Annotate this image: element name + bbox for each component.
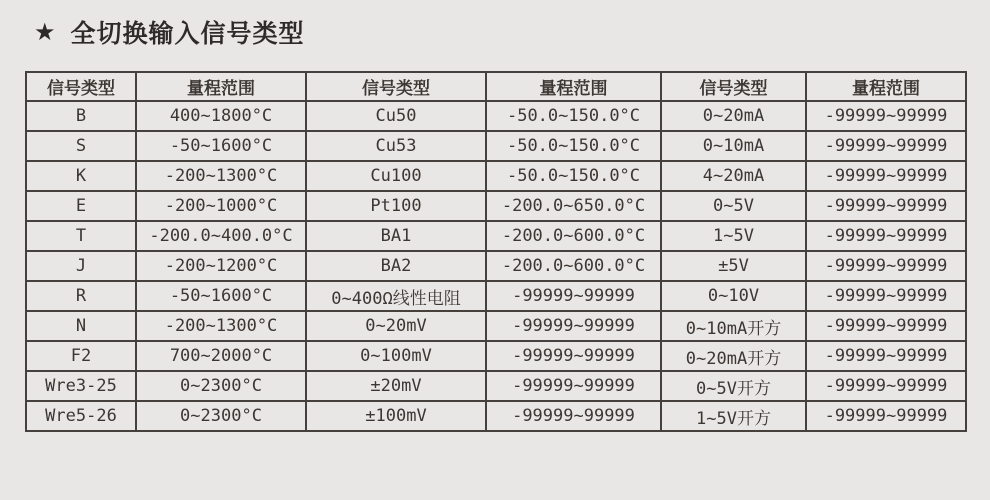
signal-type-cell: Cu100 — [306, 161, 486, 191]
signal-type-cell: N — [26, 311, 136, 341]
signal-type-cell: 4~20mA — [661, 161, 806, 191]
table-row — [26, 281, 966, 311]
range-cell: -200.0~600.0°C — [486, 221, 661, 251]
range-cell: -200~1000°C — [136, 191, 306, 221]
table-row — [26, 221, 966, 251]
signal-type-cell: 0~5V开方 — [661, 371, 806, 401]
range-cell: -200~1200°C — [136, 251, 306, 281]
signal-type-cell: ±5V — [661, 251, 806, 281]
signal-type-cell: 0~100mV — [306, 341, 486, 371]
signal-type-cell: 0~10mA开方 — [661, 311, 806, 341]
range-cell: -99999~99999 — [486, 311, 661, 341]
range-cell: -99999~99999 — [806, 191, 966, 221]
signal-type-cell: 1~5V — [661, 221, 806, 251]
table-row — [26, 311, 966, 341]
range-cell: 0~2300°C — [136, 401, 306, 431]
page-title — [34, 14, 305, 50]
range-cell: -99999~99999 — [486, 341, 661, 371]
range-cell: -50.0~150.0°C — [486, 131, 661, 161]
range-cell: 400~1800°C — [136, 101, 306, 131]
range-cell: -50.0~150.0°C — [486, 101, 661, 131]
range-header: 量程范围 — [136, 72, 306, 101]
signal-type-cell: Wre5-26 — [26, 401, 136, 431]
page-title-text: 全切换输入信号类型 — [70, 19, 305, 48]
range-cell: -99999~99999 — [486, 401, 661, 431]
header-row — [26, 72, 966, 101]
signal-type-table — [25, 71, 967, 432]
range-cell: 0~2300°C — [136, 371, 306, 401]
range-cell: -99999~99999 — [806, 341, 966, 371]
range-cell: -200.0~600.0°C — [486, 251, 661, 281]
range-cell: -99999~99999 — [486, 371, 661, 401]
signal-type-cell: Cu53 — [306, 131, 486, 161]
table-row — [26, 101, 966, 131]
range-cell: -99999~99999 — [806, 281, 966, 311]
range-cell: -99999~99999 — [806, 161, 966, 191]
table-row — [26, 131, 966, 161]
table-row — [26, 401, 966, 431]
range-cell: -50.0~150.0°C — [486, 161, 661, 191]
signal-type-cell: 0~20mA开方 — [661, 341, 806, 371]
range-cell: -50~1600°C — [136, 281, 306, 311]
signal-type-cell: Cu50 — [306, 101, 486, 131]
signal-type-cell: 0~20mA — [661, 101, 806, 131]
range-cell: -99999~99999 — [806, 131, 966, 161]
range-cell: -99999~99999 — [806, 251, 966, 281]
range-cell: -99999~99999 — [486, 281, 661, 311]
range-header: 量程范围 — [806, 72, 966, 101]
signal-type-cell: T — [26, 221, 136, 251]
range-cell: -200~1300°C — [136, 161, 306, 191]
signal-type-cell: ±100mV — [306, 401, 486, 431]
signal-type-cell: R — [26, 281, 136, 311]
table-row — [26, 341, 966, 371]
signal-type-cell: 0~5V — [661, 191, 806, 221]
range-cell: -99999~99999 — [806, 311, 966, 341]
signal-type-cell: S — [26, 131, 136, 161]
signal-type-cell: Pt100 — [306, 191, 486, 221]
range-cell: -200~1300°C — [136, 311, 306, 341]
range-cell: -99999~99999 — [806, 221, 966, 251]
range-cell: -200.0~650.0°C — [486, 191, 661, 221]
range-header: 量程范围 — [486, 72, 661, 101]
range-cell: -99999~99999 — [806, 101, 966, 131]
range-cell: -99999~99999 — [806, 401, 966, 431]
signal-type-header: 信号类型 — [26, 72, 136, 101]
signal-type-cell: 0~400Ω线性电阻 — [306, 281, 486, 311]
star-icon: ★ — [34, 18, 57, 46]
signal-type-cell: 0~10V — [661, 281, 806, 311]
signal-type-header: 信号类型 — [661, 72, 806, 101]
table-row — [26, 191, 966, 221]
signal-type-cell: Wre3-25 — [26, 371, 136, 401]
range-cell: -50~1600°C — [136, 131, 306, 161]
signal-type-cell: ±20mV — [306, 371, 486, 401]
signal-type-cell: BA1 — [306, 221, 486, 251]
range-cell: -200.0~400.0°C — [136, 221, 306, 251]
signal-type-cell: K — [26, 161, 136, 191]
signal-type-cell: 1~5V开方 — [661, 401, 806, 431]
range-cell: 700~2000°C — [136, 341, 306, 371]
signal-type-header: 信号类型 — [306, 72, 486, 101]
table-row — [26, 161, 966, 191]
range-cell: -99999~99999 — [806, 371, 966, 401]
table-row — [26, 251, 966, 281]
signal-type-cell: 0~20mV — [306, 311, 486, 341]
signal-type-cell: 0~10mA — [661, 131, 806, 161]
signal-type-cell: BA2 — [306, 251, 486, 281]
signal-type-cell: F2 — [26, 341, 136, 371]
table-row — [26, 371, 966, 401]
signal-type-cell: J — [26, 251, 136, 281]
signal-type-cell: B — [26, 101, 136, 131]
signal-type-cell: E — [26, 191, 136, 221]
